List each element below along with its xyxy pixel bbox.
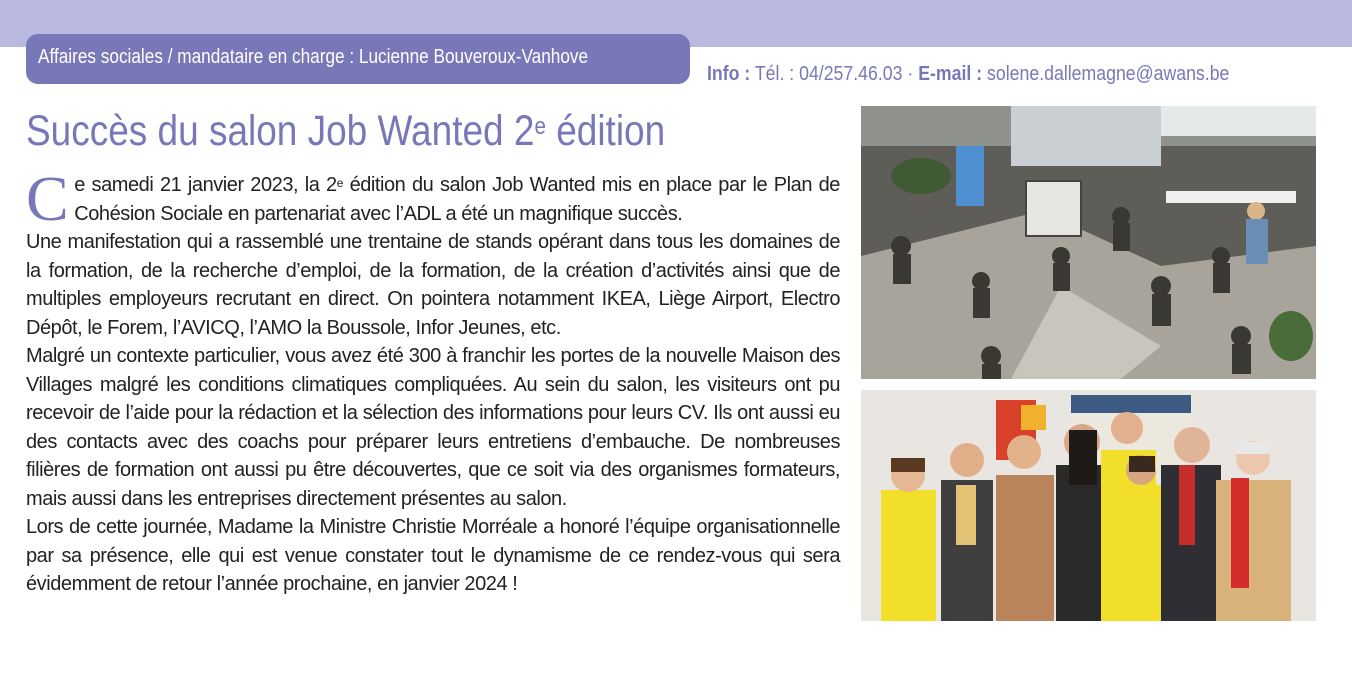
title-end: édition [545,107,666,155]
paragraph-1 [26,163,840,234]
paragraph-1-start: e samedi 21 janvier 2023, la 2 [74,174,337,196]
contact-info [707,63,1229,86]
article-body [26,163,840,599]
job-fair-hall-illustration [861,106,1316,379]
title-main: Succès du salon Job Wanted 2 [26,107,535,155]
email-link[interactable]: solene.dallemagne@awans.be [982,63,1230,85]
job-fair-hall-photo [861,106,1316,379]
title-superscript: e [534,113,546,140]
paragraph-4: Lors de cette journée, Madame la Ministre Christie Morréale a honoré l’équipe organisationnelle par sa présence, elle qui est venue constater tout le dynamisme de ce rendez-vous qui sera évidemment de retour l’année prochaine, en janvier 2024 ! [26,516,840,595]
ordinal-superscript: e [336,176,343,190]
section-label: Affaires sociales / mandataire en charge : Lucienne Bouveroux-Vanhove [38,46,589,68]
info-label: Info : [707,63,751,85]
drop-cap: C [26,163,69,234]
article-title [26,108,665,155]
paragraph-2: Une manifestation qui a rassemblé une trentaine de stands opérant dans tous les domaines de la formation, de la recherche d’emploi, de la formation, de la création d’activités ainsi que de multiples employeurs recrutant en direct. On pointera notamment IKEA, Liège Airport, Electro Dépôt, le Forem, l’AVICQ, l’AMO la Boussole, Infor Jeunes, etc. [26,231,840,339]
phone-text: Tél. : 04/257.46.03 · [750,63,919,85]
team-group-illustration [861,390,1316,621]
paragraph-1-end: édition du salon Job Wanted mis en place par le Plan de Cohésion Sociale en partenariat avec l’ADL a été un magnifique succès. [74,174,840,225]
paragraph-3: Malgré un contexte particulier, vous avez été 300 à franchir les portes de la nouvelle Maison des Villages malgré les conditions climatiques compliquées. Au sein du salon, les visiteurs ont pu recevoir de l’aide pour la rédaction et la sélection des informations pour leurs CV. Ils ont aussi eu des contacts avec des coachs pour préparer leurs entretiens d’embauche. De nombreuses filières de formation ont aussi pu être découvertes, que ce soit via des organismes formateurs, mais aussi dans les entreprises directement présentes au salon. [26,345,840,510]
team-group-photo [861,390,1316,621]
section-header-tab [26,34,690,84]
email-label: E-mail : [918,63,983,85]
